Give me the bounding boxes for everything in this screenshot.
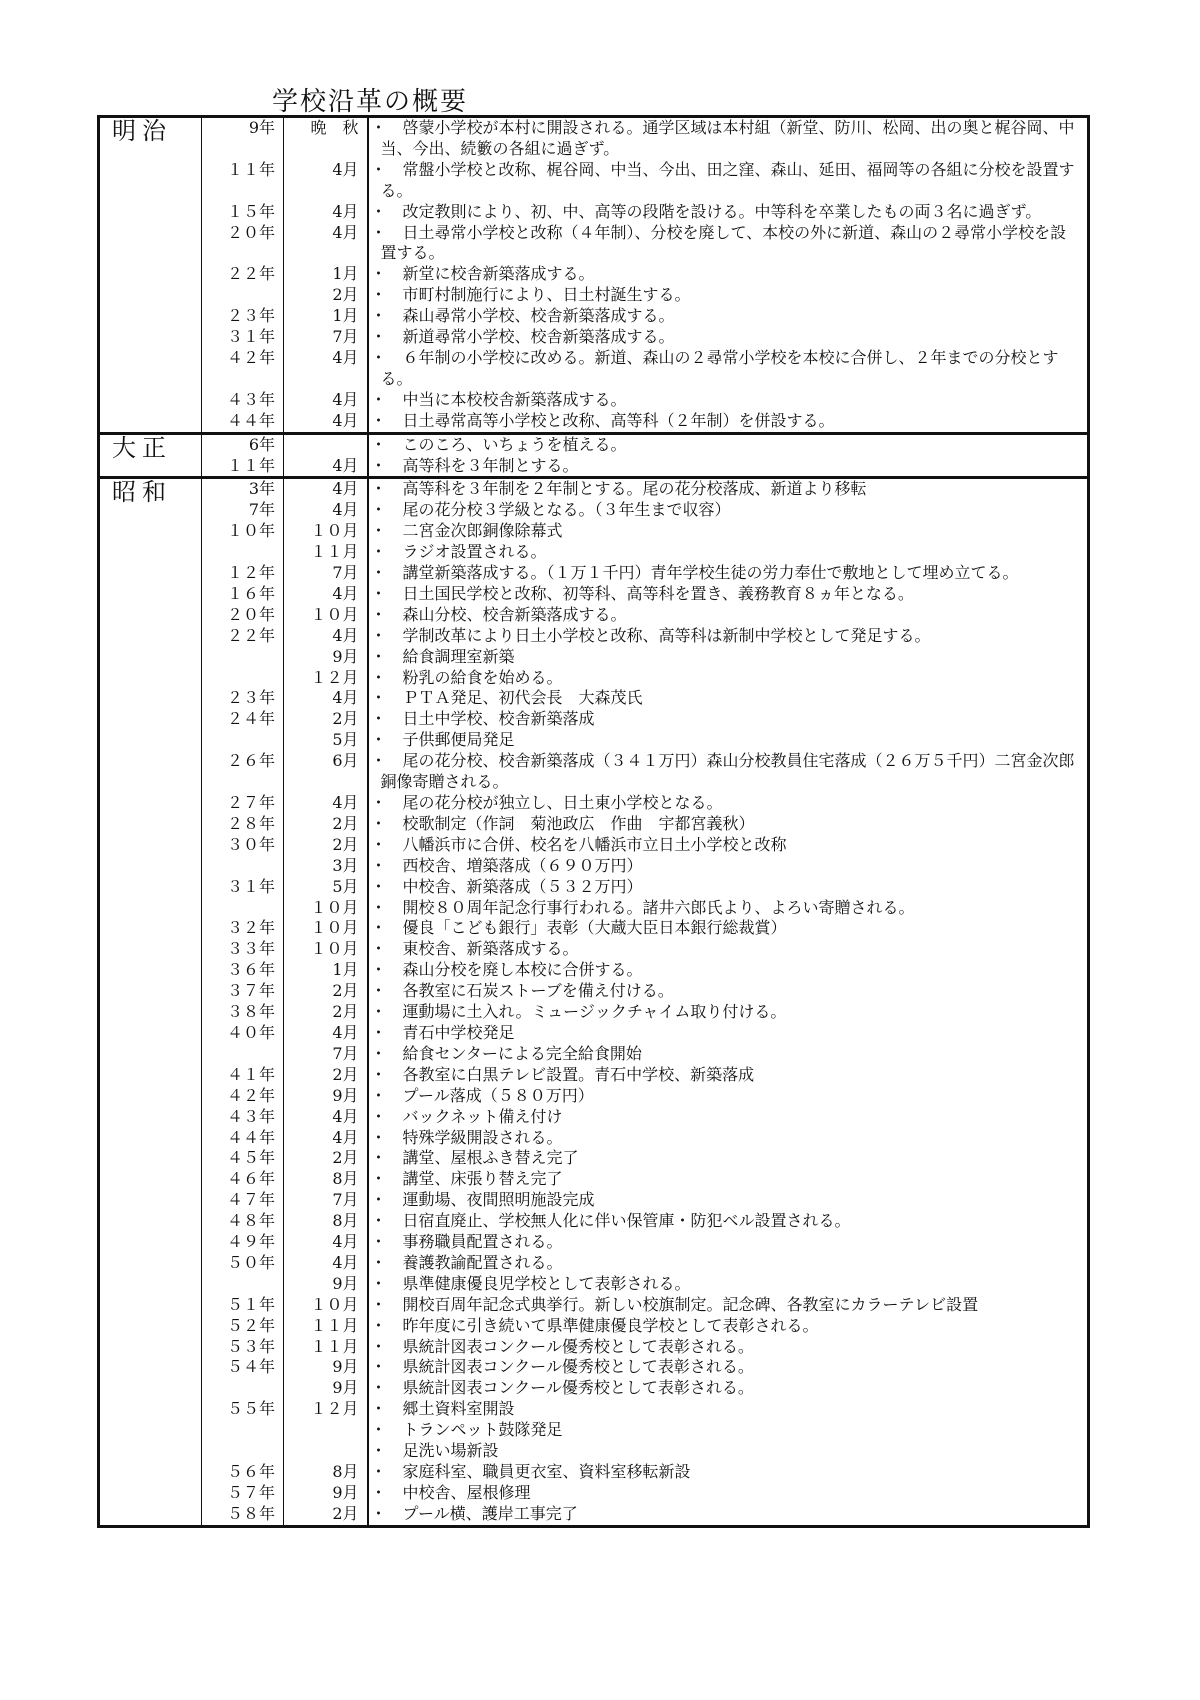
month-cell: 9月 — [284, 647, 368, 668]
event-text: ・ 常盤小学校と改称、梶谷岡、中当、今出、田之窪、森山、延田、福岡等の各組に分校を設置する。 — [368, 160, 1089, 202]
month-cell: １０月 — [284, 605, 368, 626]
event-text: ・ 県準健康優良児学校として表彰される。 — [368, 1274, 1089, 1295]
year-cell: ４３年 — [202, 390, 284, 411]
month-cell: １０月 — [284, 918, 368, 939]
month-cell: 4月 — [284, 500, 368, 521]
history-row — [99, 939, 1089, 960]
event-text: ・ 講堂新築落成する。（１万１千円）青年学校生徒の労力奉仕で敷地として埋め立てる。 — [368, 563, 1089, 584]
event-text: ・ 校歌制定（作詞 菊池政広 作曲 宇都宮義秋） — [368, 814, 1089, 835]
year-cell: ５６年 — [202, 1462, 284, 1483]
year-cell: ４２年 — [202, 348, 284, 390]
history-row — [99, 1337, 1089, 1358]
event-text: ・ 県統計図表コンクール優秀校として表彰される。 — [368, 1357, 1089, 1378]
year-cell: ２２年 — [202, 626, 284, 647]
year-cell: ３６年 — [202, 960, 284, 981]
year-cell: ３８年 — [202, 1002, 284, 1023]
history-table-body — [99, 117, 1089, 1527]
year-cell — [202, 730, 284, 751]
event-text: ・ 森山分校を廃し本校に合併する。 — [368, 960, 1089, 981]
event-text: ・ 高等科を３年制とする。 — [368, 456, 1089, 478]
year-cell: ３７年 — [202, 981, 284, 1002]
history-row — [99, 478, 1089, 500]
history-row — [99, 223, 1089, 265]
history-row — [99, 1190, 1089, 1211]
event-text: ・ 県統計図表コンクール優秀校として表彰される。 — [368, 1337, 1089, 1358]
event-text: ・ 郷土資料室開設 — [368, 1399, 1089, 1420]
history-row — [99, 160, 1089, 202]
era-label: 明治 — [99, 117, 202, 434]
history-row — [99, 1399, 1089, 1420]
month-cell: 4月 — [284, 1128, 368, 1149]
month-cell: １２月 — [284, 668, 368, 689]
month-cell: 5月 — [284, 877, 368, 898]
month-cell: 2月 — [284, 981, 368, 1002]
history-row — [99, 1148, 1089, 1169]
event-text: ・ 各教室に石炭ストーブを備え付ける。 — [368, 981, 1089, 1002]
year-cell — [202, 668, 284, 689]
month-cell: 7月 — [284, 563, 368, 584]
year-cell: ３１年 — [202, 327, 284, 348]
history-row — [99, 898, 1089, 919]
history-row — [99, 285, 1089, 306]
history-row — [99, 1504, 1089, 1526]
month-cell: 4月 — [284, 1107, 368, 1128]
year-cell — [202, 285, 284, 306]
history-row — [99, 1023, 1089, 1044]
year-cell: ５１年 — [202, 1295, 284, 1316]
history-row — [99, 500, 1089, 521]
history-row — [99, 1316, 1089, 1337]
event-text: ・ 足洗い場新設 — [368, 1441, 1089, 1462]
month-cell: 4月 — [284, 223, 368, 265]
month-cell: 4月 — [284, 1232, 368, 1253]
month-cell: １２月 — [284, 1399, 368, 1420]
event-text: ・ 中校舎、新築落成（５３２万円） — [368, 877, 1089, 898]
event-text: ・ このころ、いちょうを植える。 — [368, 433, 1089, 455]
history-row — [99, 1420, 1089, 1441]
event-text: ・ 運動場、夜間照明施設完成 — [368, 1190, 1089, 1211]
event-text: ・ 昨年度に引き続いて県準健康優良学校として表彰される。 — [368, 1316, 1089, 1337]
history-row — [99, 877, 1089, 898]
year-cell: ３３年 — [202, 939, 284, 960]
year-cell — [202, 1274, 284, 1295]
history-row — [99, 456, 1089, 478]
history-row — [99, 1065, 1089, 1086]
event-text: ・ 尾の花分校３学級となる。（３年生まで収容） — [368, 500, 1089, 521]
year-cell: １１年 — [202, 456, 284, 478]
month-cell: 4月 — [284, 456, 368, 478]
month-cell: 4月 — [284, 202, 368, 223]
history-row — [99, 918, 1089, 939]
year-cell: ４２年 — [202, 1086, 284, 1107]
month-cell: 9月 — [284, 1357, 368, 1378]
month-cell: 6月 — [284, 751, 368, 793]
event-text: ・ 運動場に土入れ。ミュージックチャイム取り付ける。 — [368, 1002, 1089, 1023]
event-text: ・ 事務職員配置される。 — [368, 1232, 1089, 1253]
history-row — [99, 626, 1089, 647]
month-cell: 9月 — [284, 1274, 368, 1295]
year-cell — [202, 542, 284, 563]
event-text: ・ 養護教諭配置される。 — [368, 1253, 1089, 1274]
event-text: ・ 家庭科室、職員更衣室、資料室移転新設 — [368, 1462, 1089, 1483]
year-cell: ４４年 — [202, 411, 284, 433]
page-title: 学校沿革の概要 — [272, 87, 469, 117]
history-row — [99, 1211, 1089, 1232]
event-text: ・ 日土尋常小学校と改称（４年制）、分校を廃して、本校の外に新道、森山の２尋常小学校を設置する。 — [368, 223, 1089, 265]
history-row — [99, 688, 1089, 709]
month-cell: 8月 — [284, 1211, 368, 1232]
year-cell: 3年 — [202, 478, 284, 500]
year-cell: ５５年 — [202, 1399, 284, 1420]
year-cell: ２７年 — [202, 793, 284, 814]
history-row — [99, 327, 1089, 348]
history-row — [99, 433, 1089, 455]
year-cell: ４５年 — [202, 1148, 284, 1169]
month-cell: 4月 — [284, 348, 368, 390]
month-cell: 2月 — [284, 1504, 368, 1526]
history-row — [99, 1107, 1089, 1128]
event-text: ・ 日土国民学校と改称、初等科、高等科を置き、義務教育８ヵ年となる。 — [368, 584, 1089, 605]
history-row — [99, 793, 1089, 814]
month-cell: 7月 — [284, 1190, 368, 1211]
month-cell: 7月 — [284, 1044, 368, 1065]
year-cell: ４８年 — [202, 1211, 284, 1232]
history-row — [99, 1483, 1089, 1504]
event-text: ・ 啓蒙小学校が本村に開設される。通学区域は本村組（新堂、防川、松岡、出の奥と梶谷岡、中当、今出、続籔の各組に過ぎず。 — [368, 117, 1089, 160]
event-text: ・ 開校百周年記念式典挙行。新しい校旗制定。記念碑、各教室にカラーテレビ設置 — [368, 1295, 1089, 1316]
history-row — [99, 1274, 1089, 1295]
event-text: ・ ６年制の小学校に改める。新道、森山の２尋常小学校を本校に合併し、２年までの分校とする。 — [368, 348, 1089, 390]
history-row — [99, 668, 1089, 689]
history-row — [99, 117, 1089, 160]
month-cell: 4月 — [284, 478, 368, 500]
history-row — [99, 390, 1089, 411]
year-cell: 9年 — [202, 117, 284, 160]
year-cell: ３０年 — [202, 835, 284, 856]
month-cell: １０月 — [284, 1295, 368, 1316]
year-cell: ２３年 — [202, 688, 284, 709]
event-text: ・ 尾の花分校、校舎新築落成（３４１万円）森山分校教員住宅落成（２６万５千円）二宮金次郎銅像寄贈される。 — [368, 751, 1089, 793]
year-cell — [202, 856, 284, 877]
month-cell: １０月 — [284, 939, 368, 960]
history-row — [99, 202, 1089, 223]
month-cell: １１月 — [284, 1316, 368, 1337]
event-text: ・ 粉乳の給食を始める。 — [368, 668, 1089, 689]
event-text: ・ 給食センターによる完全給食開始 — [368, 1044, 1089, 1065]
history-row — [99, 1357, 1089, 1378]
event-text: ・ 中校舎、屋根修理 — [368, 1483, 1089, 1504]
history-row — [99, 1441, 1089, 1462]
month-cell: １１月 — [284, 1337, 368, 1358]
year-cell: ５７年 — [202, 1483, 284, 1504]
year-cell: １０年 — [202, 521, 284, 542]
event-text: ・ 日土中学校、校舎新築落成 — [368, 709, 1089, 730]
event-text: ・ 給食調理室新築 — [368, 647, 1089, 668]
event-text: ・ 学制改革により日土小学校と改称、高等科は新制中学校として発足する。 — [368, 626, 1089, 647]
event-text: ・ 東校舎、新築落成する。 — [368, 939, 1089, 960]
month-cell: 4月 — [284, 411, 368, 433]
event-text: ・ 特殊学級開設される。 — [368, 1128, 1089, 1149]
year-cell: ５８年 — [202, 1504, 284, 1526]
history-row — [99, 709, 1089, 730]
year-cell: 7年 — [202, 500, 284, 521]
month-cell: １０月 — [284, 898, 368, 919]
month-cell: 2月 — [284, 1148, 368, 1169]
event-text: ・ 新道尋常小学校、校舎新築落成する。 — [368, 327, 1089, 348]
event-text: ・ 二宮金次郎銅像除幕式 — [368, 521, 1089, 542]
history-row — [99, 856, 1089, 877]
month-cell: 1月 — [284, 264, 368, 285]
history-row — [99, 751, 1089, 793]
event-text: ・ 開校８０周年記念行事行われる。諸井六郎氏より、よろい寄贈される。 — [368, 898, 1089, 919]
year-cell: ２６年 — [202, 751, 284, 793]
month-cell: 2月 — [284, 814, 368, 835]
event-text: ・ 尾の花分校が独立し、日土東小学校となる。 — [368, 793, 1089, 814]
history-row — [99, 1462, 1089, 1483]
month-cell: 1月 — [284, 306, 368, 327]
month-cell: 4月 — [284, 793, 368, 814]
event-text: ・ 講堂、屋根ふき替え完了 — [368, 1148, 1089, 1169]
year-cell — [202, 647, 284, 668]
year-cell: ２２年 — [202, 264, 284, 285]
year-cell — [202, 1441, 284, 1462]
event-text: ・ 県統計図表コンクール優秀校として表彰される。 — [368, 1378, 1089, 1399]
month-cell: 晩 秋 — [284, 117, 368, 160]
month-cell: 4月 — [284, 390, 368, 411]
year-cell: ４４年 — [202, 1128, 284, 1149]
history-row — [99, 647, 1089, 668]
year-cell: ５２年 — [202, 1316, 284, 1337]
month-cell: 5月 — [284, 730, 368, 751]
month-cell: 2月 — [284, 285, 368, 306]
event-text: ・ 改定教則により、初、中、高等の段階を設ける。中等科を卒業したもの両３名に過ぎず。 — [368, 202, 1089, 223]
history-row — [99, 1002, 1089, 1023]
year-cell: １２年 — [202, 563, 284, 584]
year-cell — [202, 1378, 284, 1399]
event-text: ・ 優良「こども銀行」表彰（大蔵大臣日本銀行総裁賞） — [368, 918, 1089, 939]
event-text: ・ バックネット備え付け — [368, 1107, 1089, 1128]
year-cell — [202, 1420, 284, 1441]
month-cell: 4月 — [284, 584, 368, 605]
event-text: ・ 講堂、床張り替え完了 — [368, 1169, 1089, 1190]
event-text: ・ プール落成（５８０万円） — [368, 1086, 1089, 1107]
month-cell: 7月 — [284, 327, 368, 348]
month-cell: 9月 — [284, 1483, 368, 1504]
year-cell: ３１年 — [202, 877, 284, 898]
year-cell: ４６年 — [202, 1169, 284, 1190]
history-row — [99, 306, 1089, 327]
year-cell: ５０年 — [202, 1253, 284, 1274]
year-cell: ２０年 — [202, 605, 284, 626]
event-text: ・ ＰＴＡ発足、初代会長 大森茂氏 — [368, 688, 1089, 709]
month-cell: １１月 — [284, 542, 368, 563]
event-text: ・ 日土尋常高等小学校と改称、高等科（２年制）を併設する。 — [368, 411, 1089, 433]
month-cell: 3月 — [284, 856, 368, 877]
month-cell: 2月 — [284, 1065, 368, 1086]
history-row — [99, 521, 1089, 542]
event-text: ・ 青石中学校発足 — [368, 1023, 1089, 1044]
history-row — [99, 730, 1089, 751]
month-cell: 4月 — [284, 626, 368, 647]
year-cell: ２４年 — [202, 709, 284, 730]
month-cell: １０月 — [284, 521, 368, 542]
month-cell — [284, 1420, 368, 1441]
event-text: ・ 森山分校、校舎新築落成する。 — [368, 605, 1089, 626]
year-cell: １１年 — [202, 160, 284, 202]
history-row — [99, 1295, 1089, 1316]
year-cell: ４１年 — [202, 1065, 284, 1086]
year-cell: ３２年 — [202, 918, 284, 939]
year-cell: ５３年 — [202, 1337, 284, 1358]
event-text: ・ プール横、護岸工事完了 — [368, 1504, 1089, 1526]
history-row — [99, 1232, 1089, 1253]
event-text: ・ 市町村制施行により、日土村誕生する。 — [368, 285, 1089, 306]
month-cell: 1月 — [284, 960, 368, 981]
era-label: 大正 — [99, 433, 202, 478]
month-cell: 4月 — [284, 688, 368, 709]
history-row — [99, 584, 1089, 605]
event-text: ・ 日宿直廃止、学校無人化に伴い保管庫・防犯ベル設置される。 — [368, 1211, 1089, 1232]
month-cell: 4月 — [284, 1023, 368, 1044]
event-text: ・ 各教室に白黒テレビ設置。青石中学校、新築落成 — [368, 1065, 1089, 1086]
history-row — [99, 411, 1089, 433]
event-text: ・ トランペット鼓隊発足 — [368, 1420, 1089, 1441]
history-table — [97, 115, 1090, 1528]
history-row — [99, 960, 1089, 981]
month-cell: 4月 — [284, 1253, 368, 1274]
year-cell — [202, 898, 284, 919]
event-text: ・ 森山尋常小学校、校舎新築落成する。 — [368, 306, 1089, 327]
year-cell: ２３年 — [202, 306, 284, 327]
month-cell: 2月 — [284, 709, 368, 730]
month-cell — [284, 1441, 368, 1462]
history-row — [99, 1378, 1089, 1399]
history-row — [99, 605, 1089, 626]
month-cell: 2月 — [284, 835, 368, 856]
era-label: 昭和 — [99, 478, 202, 1526]
history-row — [99, 814, 1089, 835]
month-cell — [284, 433, 368, 455]
year-cell: 6年 — [202, 433, 284, 455]
event-text: ・ 子供郵便局発足 — [368, 730, 1089, 751]
month-cell: 4月 — [284, 160, 368, 202]
month-cell: 8月 — [284, 1462, 368, 1483]
year-cell: ２８年 — [202, 814, 284, 835]
year-cell: ４３年 — [202, 1107, 284, 1128]
month-cell: 2月 — [284, 1002, 368, 1023]
year-cell: ５４年 — [202, 1357, 284, 1378]
event-text: ・ 八幡浜市に合併、校名を八幡浜市立日土小学校と改称 — [368, 835, 1089, 856]
event-text: ・ 中当に本校校舎新築落成する。 — [368, 390, 1089, 411]
event-text: ・ 高等科を３年制を２年制とする。尾の花分校落成、新道より移転 — [368, 478, 1089, 500]
history-row — [99, 264, 1089, 285]
year-cell: ４０年 — [202, 1023, 284, 1044]
history-row — [99, 1253, 1089, 1274]
year-cell: ４７年 — [202, 1190, 284, 1211]
year-cell: １６年 — [202, 584, 284, 605]
event-text: ・ 西校舎、増築落成（６９０万円） — [368, 856, 1089, 877]
history-row — [99, 981, 1089, 1002]
year-cell: １５年 — [202, 202, 284, 223]
history-row — [99, 835, 1089, 856]
year-cell: ２０年 — [202, 223, 284, 265]
year-cell: ４９年 — [202, 1232, 284, 1253]
history-row — [99, 563, 1089, 584]
event-text: ・ 新堂に校舎新築落成する。 — [368, 264, 1089, 285]
month-cell: 9月 — [284, 1378, 368, 1399]
month-cell: 8月 — [284, 1169, 368, 1190]
history-row — [99, 348, 1089, 390]
history-row — [99, 1128, 1089, 1149]
history-row — [99, 542, 1089, 563]
event-text: ・ ラジオ設置される。 — [368, 542, 1089, 563]
history-row — [99, 1086, 1089, 1107]
history-row — [99, 1169, 1089, 1190]
history-row — [99, 1044, 1089, 1065]
year-cell — [202, 1044, 284, 1065]
month-cell: 9月 — [284, 1086, 368, 1107]
